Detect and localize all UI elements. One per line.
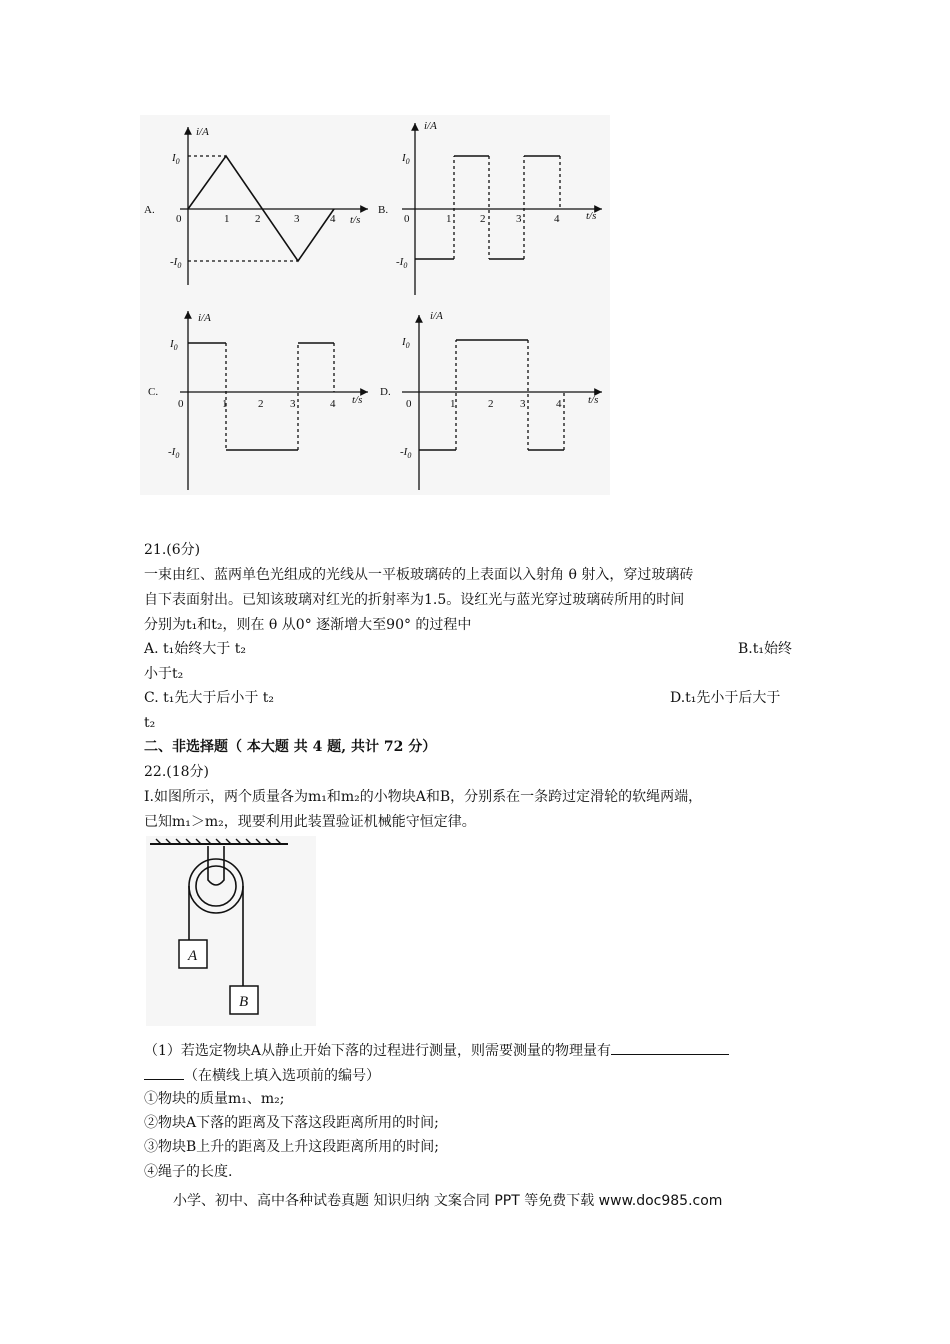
current-graphs-figure: [140, 115, 610, 495]
q22-item2: ②物块A下落的距离及下落这段距离所用的时间;: [144, 1115, 439, 1131]
graph-b-tick-3: 3: [516, 213, 522, 225]
q22-line1: Ⅰ.如图所示，两个质量各为m₁和m₂的小物块A和B，分别系在一条跨过定滑轮的软绳两端，: [144, 789, 703, 805]
graph-b-neg-i0: $-I_0$: [396, 256, 408, 270]
graph-c-neg-i0: $-I_0$: [168, 446, 180, 460]
graph-c-origin: 0: [178, 398, 184, 410]
graph-b-tick-1: 1: [446, 213, 452, 225]
graph-c-tick-3: 3: [290, 398, 296, 410]
answer-blank-2[interactable]: [144, 1064, 184, 1080]
graph-a-label: A.: [144, 204, 155, 216]
graph-d-tick-3: 3: [520, 398, 526, 410]
q21-line1: 一束由红、蓝两单色光组成的光线从一平板玻璃砖的上表面以入射角 θ 射入，穿过玻璃砖: [144, 567, 694, 583]
q22-item1: ①物块的质量m₁、m₂;: [144, 1091, 285, 1107]
graph-c-i0: $I_0$: [170, 338, 178, 352]
q22-item3: ③物块B上升的距离及上升这段距离所用的时间;: [144, 1139, 440, 1155]
i0-subscript: 0: [173, 343, 178, 352]
q22-header: 22.(18分): [144, 764, 210, 780]
graph-c-ylabel: i/A: [198, 312, 211, 324]
i0-subscript: 0: [405, 157, 410, 166]
q22-item4: ④绳子的长度.: [144, 1164, 233, 1180]
graph-d-ylabel: i/A: [430, 310, 443, 322]
graph-a-i0: $I_0$: [172, 152, 180, 166]
graph-c-label: C.: [148, 386, 159, 398]
graph-d-i0: $I_0$: [402, 336, 410, 350]
graph-b-label: B.: [378, 204, 389, 216]
graph-b-ylabel: i/A: [424, 120, 437, 132]
q22-sub1-text: （1）若选定物块A从静止开始下落的过程进行测量，则需要测量的物理量有: [144, 1043, 612, 1059]
graph-c: [180, 311, 368, 490]
graph-a-origin: 0: [176, 213, 182, 225]
graph-d-origin: 0: [406, 398, 412, 410]
q22-sub1-cont-line: [144, 1064, 380, 1088]
i0-subscript: 0: [403, 261, 408, 270]
q21-option-b: B.t₁始终: [738, 641, 792, 657]
graph-c-tick-2: 2: [258, 398, 264, 410]
i0-subscript: 0: [407, 451, 412, 460]
graph-b-tick-2: 2: [480, 213, 486, 225]
graph-d-xlabel: t/s: [588, 394, 599, 406]
graph-c-tick-1: 1: [222, 398, 228, 410]
graph-d-tick-4: 4: [556, 398, 562, 410]
graph-a: [180, 127, 368, 285]
q21-option-a: A. t₁始终大于 t₂: [144, 641, 246, 657]
page-footer: 小学、初中、高中各种试卷真题 知识归纳 文案合同 PPT 等免费下载 www.doc985.com: [173, 1193, 723, 1209]
graph-b-origin: 0: [404, 213, 410, 225]
i0-subscript: 0: [175, 451, 180, 460]
block-a-label: A: [188, 948, 198, 964]
q21-line3: 分别为t₁和t₂，则在 θ 从0° 逐渐增大至90° 的过程中: [144, 617, 472, 633]
q21-option-b-cont: 小于t₂: [144, 666, 184, 682]
pulley-diagram: [146, 836, 316, 1026]
graph-d: [402, 315, 602, 490]
graph-d-label: D.: [380, 386, 391, 398]
graph-b-tick-4: 4: [554, 213, 560, 225]
q21-option-d: D.t₁先小于后大于: [670, 690, 781, 706]
q21-header: 21.(6分): [144, 542, 201, 558]
graph-d-tick-2: 2: [488, 398, 494, 410]
graph-a-neg-i0: $-I_0$: [170, 256, 182, 270]
graph-c-tick-4: 4: [330, 398, 336, 410]
q22-line2: 已知m₁＞m₂，现要利用此装置验证机械能守恒定律。: [144, 814, 476, 830]
graph-c-xlabel: t/s: [352, 394, 363, 406]
graph-a-tick-2: 2: [255, 213, 261, 225]
graph-b-i0: $I_0$: [402, 152, 410, 166]
i0-subscript: 0: [175, 157, 180, 166]
graph-a-ylabel: i/A: [196, 126, 209, 138]
graph-b-xlabel: t/s: [586, 210, 597, 222]
answer-blank-1[interactable]: [611, 1039, 729, 1055]
block-b-label: B: [239, 994, 249, 1010]
section-2-title: 二、非选择题（ 本大题 共 4 题, 共计 72 分）: [144, 739, 437, 755]
graph-d-tick-1: 1: [450, 398, 456, 410]
q21-option-c: C. t₁先大于后小于 t₂: [144, 690, 275, 706]
i0-subscript: 0: [177, 261, 182, 270]
q21-line2: 自下表面射出。已知该玻璃对红光的折射率为1.5。设红光与蓝光穿过玻璃砖所用的时间: [144, 592, 685, 608]
rope: [189, 886, 243, 986]
q22-sub1-cont: （在横线上填入选项前的编号）: [184, 1068, 380, 1084]
graph-a-xlabel: t/s: [350, 214, 361, 226]
pulley-wheel: [189, 846, 243, 913]
graph-a-tick-4: 4: [330, 213, 336, 225]
i0-subscript: 0: [405, 341, 410, 350]
graph-a-tick-1: 1: [224, 213, 230, 225]
q21-option-d-cont: t₂: [144, 715, 156, 731]
graph-a-tick-3: 3: [294, 213, 300, 225]
graph-b: [402, 123, 602, 295]
q22-sub1-line: [144, 1039, 729, 1063]
graph-d-neg-i0: $-I_0$: [400, 446, 412, 460]
